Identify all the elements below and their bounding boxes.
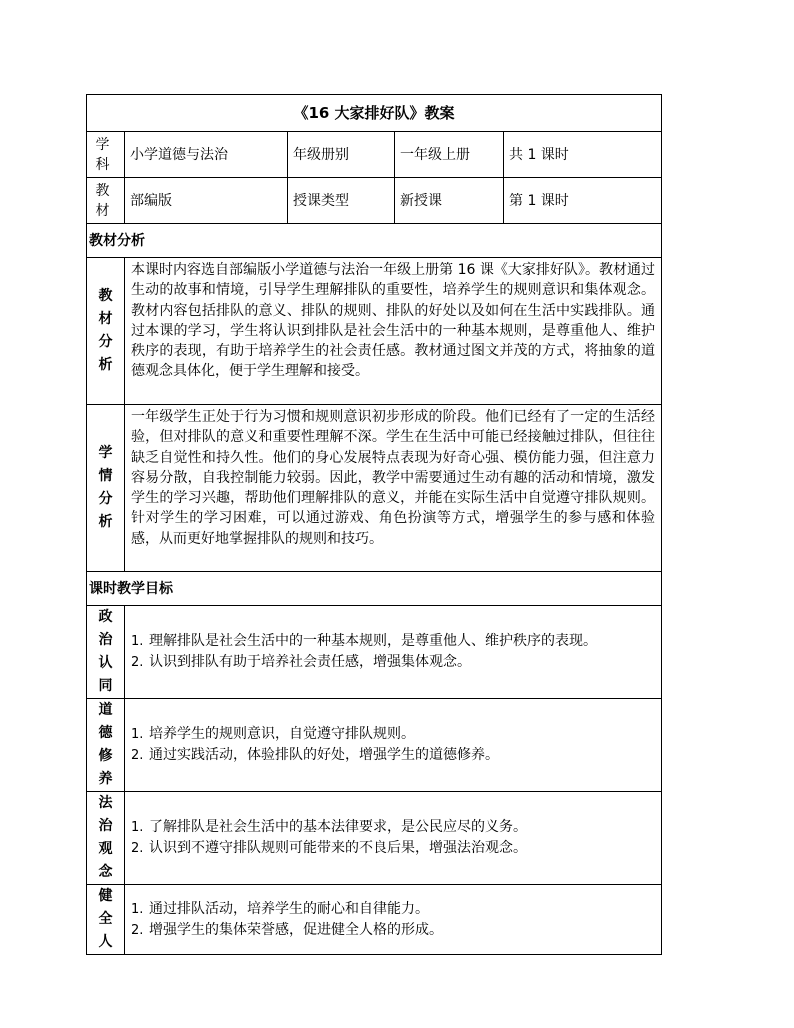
info-textbook-value: 部编版 bbox=[125, 178, 288, 224]
goal-item-text: 培养学生的规则意识，自觉遵守排队规则。 bbox=[149, 726, 415, 742]
learners-label-text: 学情分析 bbox=[98, 445, 113, 530]
goal-list-legal bbox=[125, 792, 662, 885]
goal-item: 2. 认识到不遵守排队规则可能带来的不良后果，增强法治观念。 bbox=[131, 840, 527, 856]
learners-text: 一年级学生正处于行为习惯和规则意识初步形成的阶段。他们已经有了一定的生活经验，但对排队的意义和重要性理解不深。学生在生活中可能已经接触过排队，但往往缺乏自觉性和持久性。他们的身心发展特点表现为好奇心强、模仿能力强，但注意力容易分散，自我控制能力较弱。因此，教学中需要通过生动有趣的活动和情境，激发学生的学习兴趣，帮助他们理解排队的意义，并能在实际生活中自觉遵守排队规则。针对学生的学习困难，可以通过游戏、角色扮演等方式，增强学生的参与感和体验感，从而更好地掌握排队的规则和技巧。 bbox=[125, 405, 662, 572]
lesson-plan-table bbox=[86, 94, 662, 955]
section-header-goals: 课时教学目标 bbox=[87, 572, 662, 606]
goal-label-political-text: 政治认同 bbox=[98, 609, 113, 694]
goal-item: 2. 通过实践活动，体验排队的好处，增强学生的道德修养。 bbox=[131, 747, 499, 763]
goal-item: 1. 通过排队活动，培养学生的耐心和自律能力。 bbox=[131, 900, 429, 917]
goal-item-text: 认识到不遵守排队规则可能带来的不良后果，增强法治观念。 bbox=[149, 840, 527, 856]
info-type-value: 新授课 bbox=[395, 178, 504, 224]
goal-label-moral bbox=[87, 699, 125, 792]
goal-label-personality-text: 健全人 bbox=[98, 888, 113, 950]
goal-label-moral-text: 道德修养 bbox=[98, 702, 113, 787]
goal-list-personality bbox=[125, 885, 662, 955]
info-label-subject: 学科 bbox=[87, 132, 125, 178]
goal-item-text: 了解排队是社会生活中的基本法律要求，是公民应尽的义务。 bbox=[149, 819, 527, 835]
goal-item-text: 增强学生的集体荣誉感，促进健全人格的形成。 bbox=[149, 921, 443, 938]
info-total-hours: 共 1 课时 bbox=[504, 132, 662, 178]
goal-label-legal bbox=[87, 792, 125, 885]
info-grade-label: 年级册别 bbox=[288, 132, 395, 178]
goal-item: 1. 了解排队是社会生活中的基本法律要求，是公民应尽的义务。 bbox=[131, 819, 527, 835]
learners-label bbox=[87, 405, 125, 572]
lesson-plan-page bbox=[86, 94, 661, 955]
goal-label-personality bbox=[87, 885, 125, 955]
goal-label-legal-text: 法治观念 bbox=[98, 795, 113, 880]
info-subject-value: 小学道德与法治 bbox=[125, 132, 288, 178]
goal-item-text: 认识到排队有助于培养社会责任感，增强集体观念。 bbox=[149, 654, 471, 670]
analysis-label-text: 教材分析 bbox=[98, 288, 113, 373]
goal-item-text: 通过排队活动，培养学生的耐心和自律能力。 bbox=[149, 900, 429, 917]
goal-item: 1. 培养学生的规则意识，自觉遵守排队规则。 bbox=[131, 726, 415, 742]
info-session: 第 1 课时 bbox=[504, 178, 662, 224]
goal-label-political bbox=[87, 606, 125, 699]
info-type-label: 授课类型 bbox=[288, 178, 395, 224]
goal-item-text: 理解排队是社会生活中的一种基本规则，是尊重他人、维护秩序的表现。 bbox=[149, 633, 597, 649]
analysis-label bbox=[87, 258, 125, 405]
goal-list-political bbox=[125, 606, 662, 699]
section-header-analysis: 教材分析 bbox=[87, 224, 662, 258]
analysis-text: 本课时内容选自部编版小学道德与法治一年级上册第 16 课《大家排好队》。教材通过生动的故事和情境，引导学生理解排队的重要性，培养学生的规则意识和集体观念。教材内容包括排队的意义、排队的规则、排队的好处以及如何在生活中实践排队。通过本课的学习，学生将认识到排队是社会生活中的一种基本规则，是尊重他人、维护秩序的表现，有助于培养学生的社会责任感。教材通过图文并茂的方式，将抽象的道德观念具体化，便于学生理解和接受。 bbox=[125, 258, 662, 405]
info-grade-value: 一年级上册 bbox=[395, 132, 504, 178]
goal-list-moral bbox=[125, 699, 662, 792]
goal-item: 2. 认识到排队有助于培养社会责任感，增强集体观念。 bbox=[131, 654, 471, 670]
info-label-textbook: 教材 bbox=[87, 178, 125, 224]
document-title: 《16 大家排好队》教案 bbox=[87, 95, 662, 132]
goal-item: 1. 理解排队是社会生活中的一种基本规则，是尊重他人、维护秩序的表现。 bbox=[131, 633, 597, 649]
goal-item: 2. 增强学生的集体荣誉感，促进健全人格的形成。 bbox=[131, 921, 443, 938]
goal-item-text: 通过实践活动，体验排队的好处，增强学生的道德修养。 bbox=[149, 747, 499, 763]
